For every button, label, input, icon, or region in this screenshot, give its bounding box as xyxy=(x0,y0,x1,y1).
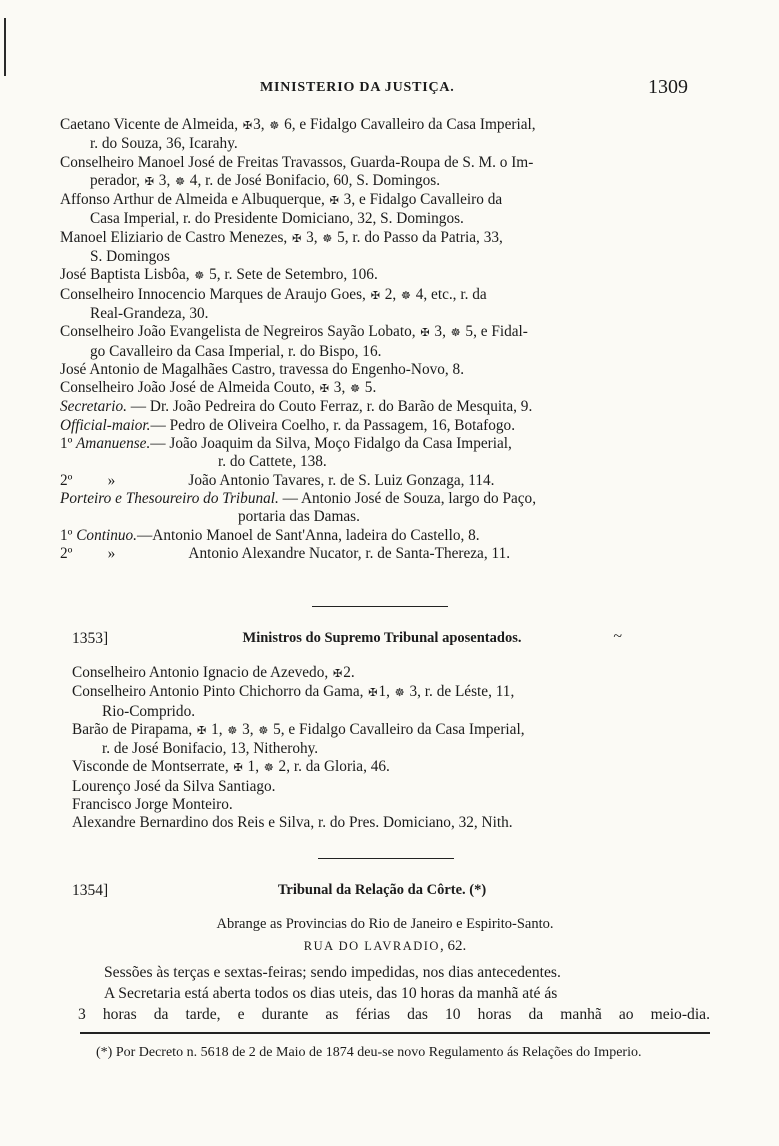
entry-albuquerque: Affonso Arthur de Almeida e Albuquerque, ✠ 3, e Fidalgo Cavalleiro da Casa Imperial, r. do Presidente Domiciano, 32, S. Domingos. xyxy=(60,191,503,228)
cross-icon: ✠ xyxy=(420,327,430,340)
entry-continuo-2: 2º » Antonio Alexandre Nucator, r. de Santa-Thereza, 11. xyxy=(60,544,511,562)
comenda-icon: ☸ xyxy=(269,120,280,132)
comenda-icon: ☸ xyxy=(450,327,461,340)
sessions-line: Sessões às terças e sextas-feiras; sendo impedidas, nos dias antecedentes. xyxy=(104,964,561,981)
comenda-icon: ☸ xyxy=(263,762,274,775)
address-line xyxy=(60,938,710,955)
cross-icon: ✠ xyxy=(144,175,154,188)
section-number: 1354] xyxy=(72,882,109,899)
jurisdiction-line: Abrange as Provincias do Rio de Janeiro e Espirito-Santo. xyxy=(216,916,554,932)
cross-icon: ✠ xyxy=(242,120,253,132)
entry-chichorro: Conselheiro Antonio Pinto Chichorro da Gama, ✠1, ☸ 3, r. de Léste, 11, Rio-Comprido. xyxy=(72,683,515,720)
comenda-icon: ☸ xyxy=(227,724,238,737)
cross-icon: ✠ xyxy=(333,668,343,680)
footnote-rule xyxy=(80,1032,710,1034)
section-number: 1353] xyxy=(72,630,109,647)
comenda-icon: ☸ xyxy=(401,289,411,302)
cross-icon: ✠ xyxy=(233,762,243,775)
entry-continuo-1: 1º Continuo.—Antonio Manoel de Sant'Anna, ladeira do Castello, 8. xyxy=(60,526,480,544)
section-title: Ministros do Supremo Tribunal aposentados. xyxy=(242,630,522,646)
entry-travassos: Conselheiro Manoel José de Freitas Travassos, Guarda-Roupa de S. M. o Im- perador, ✠ 3, ☸ 4, r. de José Bonifacio, 60, S. Domingos. xyxy=(60,153,534,189)
cross-icon: ✠ xyxy=(197,724,207,737)
entry-reis-silva: Alexandre Bernardino dos Reis e Silva, r. do Pres. Domiciano, 32, Nith. xyxy=(72,814,513,832)
tilde-mark: ~ xyxy=(613,628,622,645)
entry-monteiro: Francisco Jorge Monteiro. xyxy=(72,796,233,814)
cross-icon: ✠ xyxy=(370,289,380,302)
tribunal-text xyxy=(80,962,710,1025)
entry-montserrate: Visconde de Montserrate, ✠ 1, ☸ 2, r. da Gloria, 46. xyxy=(72,758,390,776)
entry-porteiro: Porteiro e Thesoureiro do Tribunal. — Antonio José de Souza, largo do Paço, portaria das Damas. xyxy=(60,489,537,526)
entry-goes: Conselheiro Innocencio Marques de Araujo Goes, ✠ 2, ☸ 4, etc., r. da Real-Grandeza, 30. xyxy=(60,285,487,322)
entry-official-maior: Official-maior.— Pedro de Oliveira Coelho, r. da Passagem, 16, Botafogo. xyxy=(60,416,516,434)
cross-icon: ✠ xyxy=(329,195,339,208)
comenda-icon: ☸ xyxy=(322,232,333,245)
entry-pirapama: Barão de Pirapama, ✠ 1, ☸ 3, ☸ 5, e Fidalgo Cavalleiro da Casa Imperial, r. de José Bonifacio, 13, Nitherohy. xyxy=(72,720,525,758)
section-divider xyxy=(318,858,454,859)
street-number: , 62. xyxy=(439,938,467,954)
cross-icon: ✠ xyxy=(319,383,329,396)
entry-castro: José Antonio de Magalhães Castro, travessa do Engenho-Novo, 8. xyxy=(60,360,465,378)
section-divider xyxy=(312,606,448,607)
section-heading-1354 xyxy=(72,880,692,902)
running-title: MINISTERIO DA JUSTIÇA. xyxy=(260,80,455,95)
staff-list xyxy=(60,116,710,563)
entry-amanuense-2: 2º » João Antonio Tavares, r. de S. Luiz Gonzaga, 114. xyxy=(60,471,495,489)
footnote-text: (*) Por Decreto n. 5618 de 2 de Maio de 1874 deu-se novo Regulamento ás Relações do Imperio. xyxy=(96,1045,642,1060)
entry-azevedo: Conselheiro Antonio Ignacio de Azevedo, ✠2. xyxy=(72,664,355,681)
comenda-icon: ☸ xyxy=(350,383,360,396)
entry-couto: Conselheiro João José de Almeida Couto, ✠ 3, ☸ 5. xyxy=(60,379,377,397)
entry-secretario: Secretario. — Dr. João Pedreira do Couto Ferraz, r. do Barão de Mesquita, 9. xyxy=(60,398,533,416)
entry-caetano: Caetano Vicente de Almeida, ✠3, ☸ 6, e Fidalgo Cavalleiro da Casa Imperial, r. do Souza, 36, Icarahy. xyxy=(60,116,536,153)
cross-icon: ✠ xyxy=(292,232,302,245)
entry-menezes: Manoel Eliziario de Castro Menezes, ✠ 3, ☸ 5, r. do Passo da Patria, 33, S. Domingos xyxy=(60,228,503,266)
entry-amanuense-1: 1º Amanuense.— João Joaquim da Silva, Moço Fidalgo da Casa Imperial, r. do Cattete, 138. xyxy=(60,435,512,471)
footnote xyxy=(80,1044,710,1063)
retired-ministers-list xyxy=(72,664,712,833)
entry-lisboa: José Baptista Lisbôa, ☸ 5, r. Sete de Setembro, 106. xyxy=(60,266,378,284)
section-heading-1353 xyxy=(72,628,692,650)
comenda-icon: ☸ xyxy=(194,270,205,283)
comenda-icon: ☸ xyxy=(175,175,185,188)
secretariat-line: A Secretaria está aberta todos os dias uteis, das 10 horas da manhã até ás xyxy=(104,985,558,1002)
page-header xyxy=(60,76,688,102)
comenda-icon: ☸ xyxy=(258,724,269,737)
street-name: RUA DO LAVRADIO xyxy=(303,939,440,953)
page-number: 1309 xyxy=(648,76,688,98)
hours-line: 3 horas da tarde, e durante as férias das 10 horas da manhã ao meio-dia. xyxy=(78,1006,710,1023)
comenda-icon: ☸ xyxy=(394,687,405,700)
entry-lobato: Conselheiro João Evangelista de Negreiros Sayão Lobato, ✠ 3, ☸ 5, e Fidal- go Cavalleiro da Casa Imperial, r. do Bispo, 16. xyxy=(60,323,528,360)
section-title: Tribunal da Relação da Côrte. (*) xyxy=(277,882,487,898)
page-edge-line xyxy=(4,18,6,76)
entry-santiago: Lourenço José da Silva Santiago. xyxy=(72,777,276,795)
cross-icon: ✠ xyxy=(368,687,378,700)
